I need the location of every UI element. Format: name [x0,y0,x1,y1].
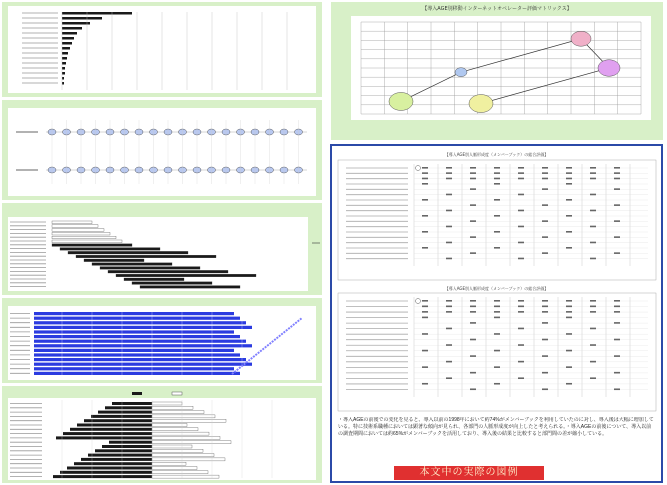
cell-mark [614,172,620,174]
bar-right [152,467,197,470]
bar [34,330,234,333]
cell-mark [614,204,620,206]
cell-mark [590,300,596,302]
cell-mark [590,258,596,260]
cell-mark [614,178,620,180]
bar [62,22,90,25]
cell-mark [566,172,572,174]
bar [52,225,98,228]
bar [52,221,92,224]
cell-mark [566,317,572,319]
cell-mark [590,377,596,379]
bubble-chart [331,2,663,140]
bar-right [152,402,182,405]
cell-mark [494,333,500,335]
bar [34,335,240,338]
bar [62,77,64,80]
bar [62,47,70,50]
cell-mark [590,311,596,313]
cell-mark [542,322,548,324]
bar-left [109,441,152,444]
cell-mark [422,311,428,313]
cell-mark [542,204,548,206]
bar [62,52,68,55]
bar [62,57,67,60]
blue-bar-chart [2,298,322,383]
cell-mark [494,300,500,302]
bar-left [98,411,152,414]
bar-left [112,402,152,405]
cell-mark [614,311,620,313]
bar [76,255,216,258]
bar [62,72,65,75]
cell-mark [566,247,572,249]
cell-mark [422,383,428,385]
cell-mark [590,242,596,244]
cell-mark [518,300,524,302]
cell-mark [422,317,428,319]
bar [62,12,132,15]
cell-mark [446,210,452,212]
cell-mark [422,333,428,335]
cell-mark [590,361,596,363]
bar [62,17,102,20]
cell-mark [422,366,428,368]
bar [34,321,246,324]
bar-left [70,428,152,431]
bar-left [56,436,152,439]
cell-mark [470,355,476,357]
cell-mark [494,350,500,352]
bar [124,278,184,281]
cell-mark [518,377,524,379]
bar-left [77,424,152,427]
cell-mark [614,300,620,302]
cell-mark [518,328,524,330]
cell-mark [494,199,500,201]
bar-left [105,406,152,409]
cell-mark [470,167,476,169]
bubble-chart-title: 【導入AGE別移動インターネットオペレーター評価マトリックス】 [422,6,572,12]
cell-mark [422,199,428,201]
cell-mark [494,178,500,180]
cell-mark [422,247,428,249]
bar [62,32,77,35]
bubble-chart-panel [331,2,663,140]
cell-mark [446,300,452,302]
bar [52,236,116,239]
cell-mark [446,258,452,260]
cell-mark [542,252,548,254]
bar-right [152,436,220,439]
bar-left [84,419,152,422]
bar-right [152,432,209,435]
cell-mark [494,172,500,174]
cell-mark [422,231,428,233]
cell-mark [590,306,596,308]
origin-marker [416,299,421,304]
cell-mark [422,300,428,302]
bar-right [152,415,215,418]
cell-mark [614,252,620,254]
cell-mark [494,167,500,169]
cell-mark [446,328,452,330]
cell-mark [542,220,548,222]
cell-mark [446,178,452,180]
cell-mark [542,188,548,190]
chart-panel-5 [2,386,322,483]
gantt-chart [2,203,322,295]
stacked-bar-chart [2,386,322,483]
cell-mark [590,344,596,346]
table-2-title: 【導入AGE別人脈形成度（メンバーブック）の総合評価】 [444,286,549,291]
cell-mark [446,194,452,196]
bar-left [63,432,152,435]
cell-mark [470,220,476,222]
cell-mark [518,258,524,260]
bar [62,42,72,45]
cell-mark [446,361,452,363]
cell-mark [470,178,476,180]
bar-right [152,471,208,474]
cell-mark [590,194,596,196]
cell-mark [422,306,428,308]
chart-panel-2 [2,100,322,200]
cell-mark [614,339,620,341]
cell-mark [470,172,476,174]
bar [62,82,64,85]
bar-right [152,462,186,465]
cell-mark [590,178,596,180]
cell-mark [494,317,500,319]
cell-mark [542,355,548,357]
bubble [469,95,493,113]
bar-right [152,449,203,452]
example-stamp: 本文中の実際の図例 [394,466,544,480]
bar-left [91,415,152,418]
cell-mark [422,167,428,169]
cell-mark [566,333,572,335]
bar-right [152,424,187,427]
bar [34,358,246,361]
cell-mark [542,236,548,238]
bar-left [102,445,152,448]
cell-mark [590,210,596,212]
bar [108,270,228,273]
cell-mark [470,300,476,302]
cell-mark [542,311,548,313]
cell-mark [590,172,596,174]
cell-mark [518,361,524,363]
bar [34,367,234,370]
bar [132,282,212,285]
cell-mark [566,306,572,308]
cell-mark [518,226,524,228]
cell-mark [446,311,452,313]
bar [34,312,234,315]
bar-left [81,458,152,461]
cell-mark [470,188,476,190]
cell-mark [542,178,548,180]
note-text: ・導入AGEの前後での変化を見ると、導入以前の1998年において約74%がメンバーブックを利用していたのに対し、導入後は大幅に増加している。特に技術系職種においては顕著な傾向が見られ、各部門の人脈形成度が向上したと考えられる。・導入AGEの前後について、導入以前の調査期間においては約65%がメンバーブックを活用しており、導入後の結果と比較すると部門間の差が縮小している。 [338,417,656,462]
bar [100,267,200,270]
cell-mark [422,178,428,180]
cell-mark [566,311,572,313]
chart-panel-1 [2,2,322,97]
cell-mark [470,252,476,254]
bar [68,251,188,254]
cell-mark [518,172,524,174]
bar [116,274,256,277]
cell-mark [614,167,620,169]
bar [62,37,74,40]
bubble [389,92,413,110]
cell-mark [446,306,452,308]
cell-mark [494,306,500,308]
cell-mark [566,350,572,352]
cell-mark [422,215,428,217]
cell-mark [542,388,548,390]
cell-mark [566,183,572,185]
bar-right [152,454,214,457]
chart-panel-4 [2,298,322,383]
bar [92,263,172,266]
cell-mark [494,231,500,233]
cell-mark [614,236,620,238]
cell-mark [542,300,548,302]
cell-mark [566,178,572,180]
cell-mark [518,311,524,313]
origin-marker [416,166,421,171]
bar [34,317,240,320]
cell-mark [470,306,476,308]
dot-matrix-chart [2,100,322,200]
tables-figure [332,146,661,416]
bar-right [152,419,226,422]
cell-mark [566,167,572,169]
cell-mark [590,328,596,330]
table-1-title: 【導入AGE別人脈形成度（メンバーブック）の総合評価】 [444,152,549,157]
bar [34,349,234,352]
cell-mark [614,388,620,390]
bar-left [74,462,152,465]
bar [140,286,240,289]
cell-mark [494,183,500,185]
cell-mark [566,231,572,233]
cell-mark [494,366,500,368]
cell-mark [494,311,500,313]
cell-mark [446,242,452,244]
cell-mark [542,306,548,308]
cell-mark [470,236,476,238]
bar [84,259,144,262]
cell-mark [614,220,620,222]
cell-mark [494,383,500,385]
cell-mark [566,300,572,302]
cell-mark [566,199,572,201]
bar-right [152,475,219,478]
bar-left [67,467,152,470]
cell-mark [470,204,476,206]
cell-mark [446,167,452,169]
legend-swatch [172,392,182,395]
bar [52,244,132,247]
cell-mark [494,215,500,217]
bar [34,344,252,347]
cell-mark [470,322,476,324]
cell-mark [614,355,620,357]
cell-mark [614,322,620,324]
bar [34,372,240,375]
bar-chart-1 [2,2,322,97]
cell-mark [614,306,620,308]
bar-left [60,471,152,474]
cell-mark [422,183,428,185]
cell-mark [422,172,428,174]
cell-mark [566,383,572,385]
bar-right [152,441,231,444]
cell-mark [590,226,596,228]
cell-mark [614,372,620,374]
cell-mark [446,344,452,346]
bubble [571,31,591,46]
chart-panel-3 [2,203,322,295]
cell-mark [542,167,548,169]
bubble [598,60,620,77]
cell-mark [446,172,452,174]
bar [34,340,246,343]
cell-mark [494,247,500,249]
bar [62,62,66,65]
cell-mark [470,311,476,313]
cell-mark [590,167,596,169]
example-frame [330,144,663,483]
bar [62,27,82,30]
cell-mark [470,372,476,374]
bubble [455,68,467,77]
cell-mark [518,210,524,212]
cell-mark [614,188,620,190]
cell-mark [518,344,524,346]
bar [52,232,110,235]
cell-mark [470,339,476,341]
cell-mark [446,377,452,379]
bar [34,363,252,366]
legend-swatch [132,392,142,395]
cell-mark [518,306,524,308]
cell-mark [518,167,524,169]
bar-left [88,454,152,457]
cell-mark [470,388,476,390]
bar [34,326,252,329]
bar-right [152,445,192,448]
cell-mark [518,194,524,196]
bar-left [53,475,152,478]
cell-mark [446,226,452,228]
bar [62,67,65,70]
bar [52,229,104,232]
cell-mark [542,339,548,341]
bar [60,248,160,251]
bar-right [152,428,198,431]
bar-right [152,411,204,414]
bar [34,353,240,356]
bar-right [152,458,225,461]
cell-mark [542,372,548,374]
cell-mark [542,172,548,174]
cell-mark [518,242,524,244]
bar-right [152,406,193,409]
cell-mark [422,350,428,352]
cell-mark [566,366,572,368]
bar-left [95,449,152,452]
cell-mark [566,215,572,217]
cell-mark [518,178,524,180]
bar [52,240,122,243]
